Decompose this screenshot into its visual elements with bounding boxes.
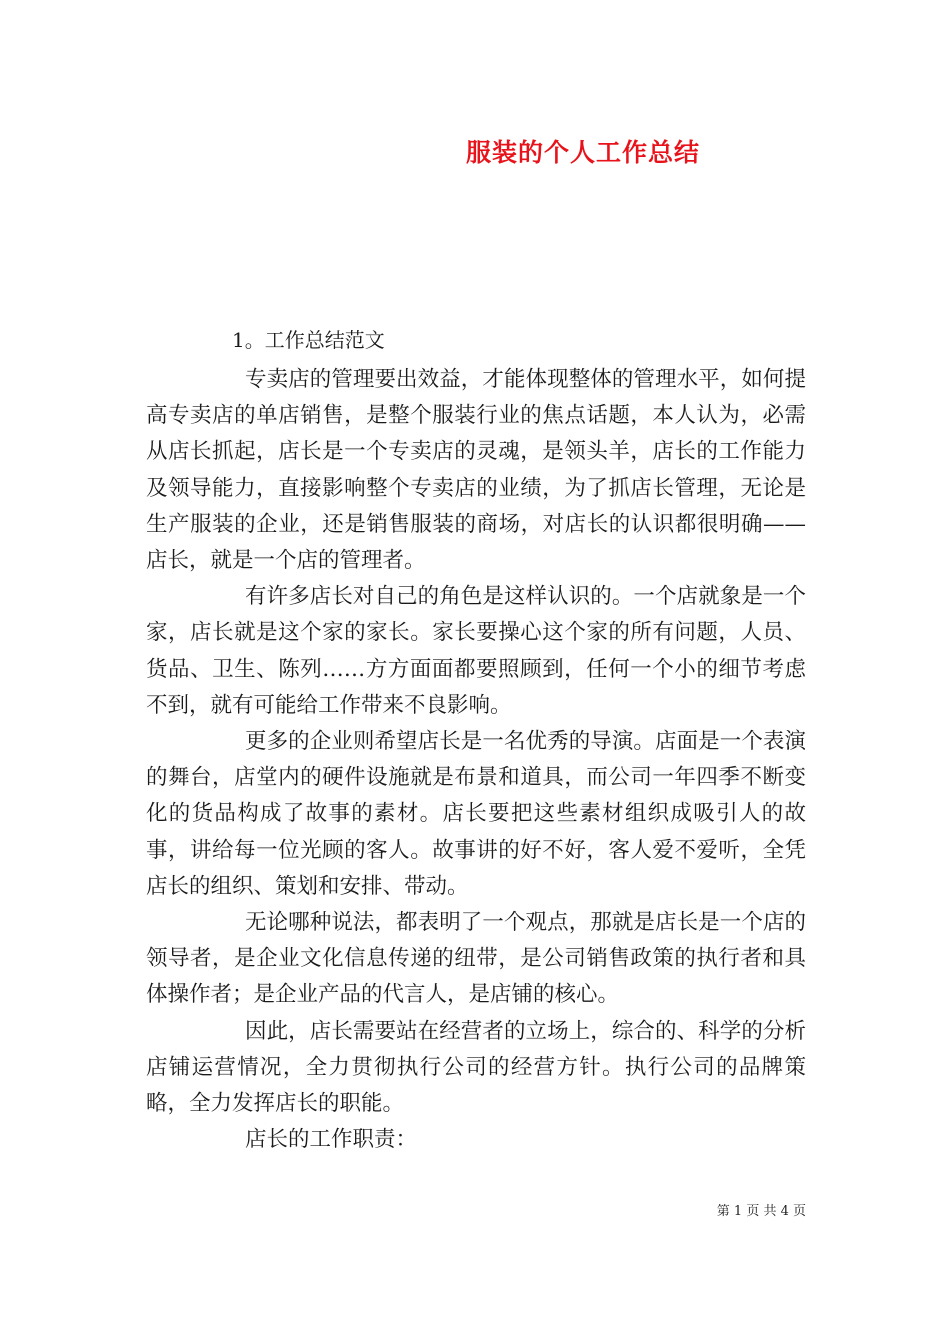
paragraph: 有许多店长对自己的角色是这样认识的。一个店就象是一个家，店长就是这个家的家长。家长要操心这个家的所有问题，人员、货品、卫生、陈列……方方面面都要照顾到，任何一个小的细节考虑不到，就有可能给工作带来不良影响。 (146, 584, 806, 718)
paragraph: 专卖店的管理要出效益，才能体现整体的管理水平，如何提高专卖店的单店销售，是整个服装行业的焦点话题，本人认为，必需从店长抓起，店长是一个专卖店的灵魂，是领头羊，店长的工作能力及领导能力，直接影响整个专卖店的业绩，为了抓店长管理，无论是生产服装的企业，还是销售服装的商场，对店长的认识都很明确——店长，就是一个店的管理者。 (146, 367, 806, 574)
page-footer: 第 1 页 共 4 页 (716, 1204, 806, 1219)
paragraph: 因此，店长需要站在经营者的立场上，综合的、科学的分析店铺运营情况，全力贯彻执行公司的经营方针。执行公司的品牌策略，全力发挥店长的职能。 (146, 1018, 806, 1117)
document-title: 服装的个人工作总结 (465, 138, 700, 167)
paragraph: 更多的企业则希望店长是一名优秀的导演。店面是一个表演的舞台，店堂内的硬件设施就是布景和道具，而公司一年四季不断变化的货品构成了故事的素材。店长要把这些素材组织成吸引人的故事，讲给每一位光顾的客人。故事讲的好不好，客人爱不爱听，全凭店长的组织、策划和安排、带动。 (146, 729, 806, 899)
body-text (146, 362, 806, 1158)
paragraph: 店长的工作职责： (245, 1127, 418, 1153)
section-heading: 1。工作总结范文 (232, 328, 385, 352)
paragraph: 无论哪种说法，都表明了一个观点，那就是店长是一个店的领导者，是企业文化信息传递的纽带，是公司销售政策的执行者和具体操作者；是企业产品的代言人，是店铺的核心。 (146, 910, 806, 1008)
